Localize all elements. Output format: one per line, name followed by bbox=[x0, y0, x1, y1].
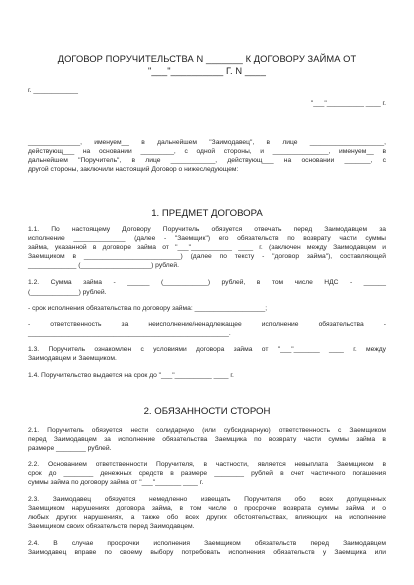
clause-2-4-line: 2.4. В случае просрочки исполнения Заемщиком обязательств перед Заимодавцем bbox=[28, 540, 386, 547]
city-line: г. ____________ bbox=[28, 87, 78, 94]
clause-1-3-line: Заимодавцем и Заемщиком. bbox=[28, 355, 117, 362]
clause-1-2-term: - срок исполнения обязательства по договору займа: ___________________; bbox=[28, 305, 268, 312]
preamble-line: другой стороны, заключили настоящий Договор о нижеследующем: bbox=[28, 166, 239, 173]
clause-1-2-liability-line: - ответственность за неисполнение/ненадлежащее исполнение обязательства - bbox=[28, 321, 386, 328]
clause-1-1-line: Заемщиком в __________________________) (далее по тексту - "договор займа"), составляющей bbox=[28, 253, 386, 260]
clause-2-2-line: срок до ________ денежных средств в размере ________ рублей в счет частичного погашения bbox=[28, 470, 386, 477]
clause-2-3-line: Заемщиком своих обязательств перед Заимодавцем. bbox=[28, 523, 195, 530]
document-title-line-1: ДОГОВОР ПОРУЧИТЕЛЬСТВА N _______ К ДОГОВОРУ ЗАЙМА ОТ bbox=[57, 54, 357, 64]
preamble-line: дальнейшем "Поручитель", в лице ____________, действующ___ на основании _______, с bbox=[28, 157, 386, 164]
clause-2-1-line: 2.1. Поручитель обязуется нести солидарную (или субсидиарную) ответственность с Заемщиком bbox=[28, 427, 386, 434]
clause-2-3-line: любых других нарушениях, а также обо всех других обстоятельствах, влияющих на исполнение bbox=[28, 514, 386, 521]
clause-1-1-line: _____________ (___________________) рублей. bbox=[28, 262, 179, 269]
clause-1-2-liability-line: ______________________________________________________. bbox=[28, 330, 231, 337]
clause-1-4: 1.4. Поручительство выдается на срок до "___"__________ ____ г. bbox=[28, 372, 234, 379]
clause-2-2-line: 2.2. Основанием ответственности Поручителя, в частности, является невыплата Заемщиком в bbox=[28, 461, 386, 468]
section-heading-1: 1. ПРЕДМЕТ ДОГОВОРА bbox=[151, 208, 263, 219]
preamble-line: ______________, именуем__ в дальнейшем "Заимодавец", в лице ____________________, bbox=[28, 139, 386, 146]
clause-1-2-line: (_____________) рублей. bbox=[28, 289, 107, 296]
clause-2-3-line: 2.3. Заимодавец обязуется немедленно извещать Поручителя обо всех допущенных bbox=[28, 496, 386, 503]
clause-2-1-line: размере ________ рублей. bbox=[28, 445, 112, 452]
clause-2-3-line: Заемщиком нарушениях договора займа, в том числе о просрочке возврата суммы займа и о bbox=[28, 505, 386, 512]
clause-1-2-line: 1.2. Сумма займа - ______ (____________) рублей, в том числе НДС - ______ bbox=[28, 279, 386, 286]
clause-2-2-line: суммы займа по договору займа от "___"_______ ____ г. bbox=[28, 479, 204, 486]
preamble-line: действующ___ на основании _________, с одной стороны, и _______________, именуем__ в bbox=[28, 148, 386, 155]
clause-1-1-line: займа, указанной в договоре займа от "___"___________ ____ г. (заключен между Заимодавцем и bbox=[28, 244, 386, 251]
clause-1-3-line: 1.3. Поручитель ознакомлен с условиями договора займа от "___"_______ ____ г. между bbox=[28, 346, 386, 353]
date-line: "___"__________ ____ г. bbox=[310, 100, 386, 107]
clause-2-1-line: перед Заимодавцем за исполнение обязательства Заемщика по возврату части суммы займа в bbox=[28, 436, 386, 443]
clause-1-1-line: 1.1. По настоящему Договору Поручитель обязуется отвечать перед Заимодавцем за bbox=[28, 226, 386, 233]
clause-1-1-line: исполнение ______________ (далее - "Заемщик") его обязательств по возврату части суммы bbox=[28, 235, 386, 242]
document-title-line-2: "___"__________ Г. N ____ bbox=[148, 66, 266, 76]
clause-2-4-line: Заимодавец вправе по своему выбору потребовать исполнения обязательств у Заемщика или bbox=[28, 549, 386, 556]
section-heading-2: 2. ОБЯЗАННОСТИ СТОРОН bbox=[143, 406, 271, 417]
